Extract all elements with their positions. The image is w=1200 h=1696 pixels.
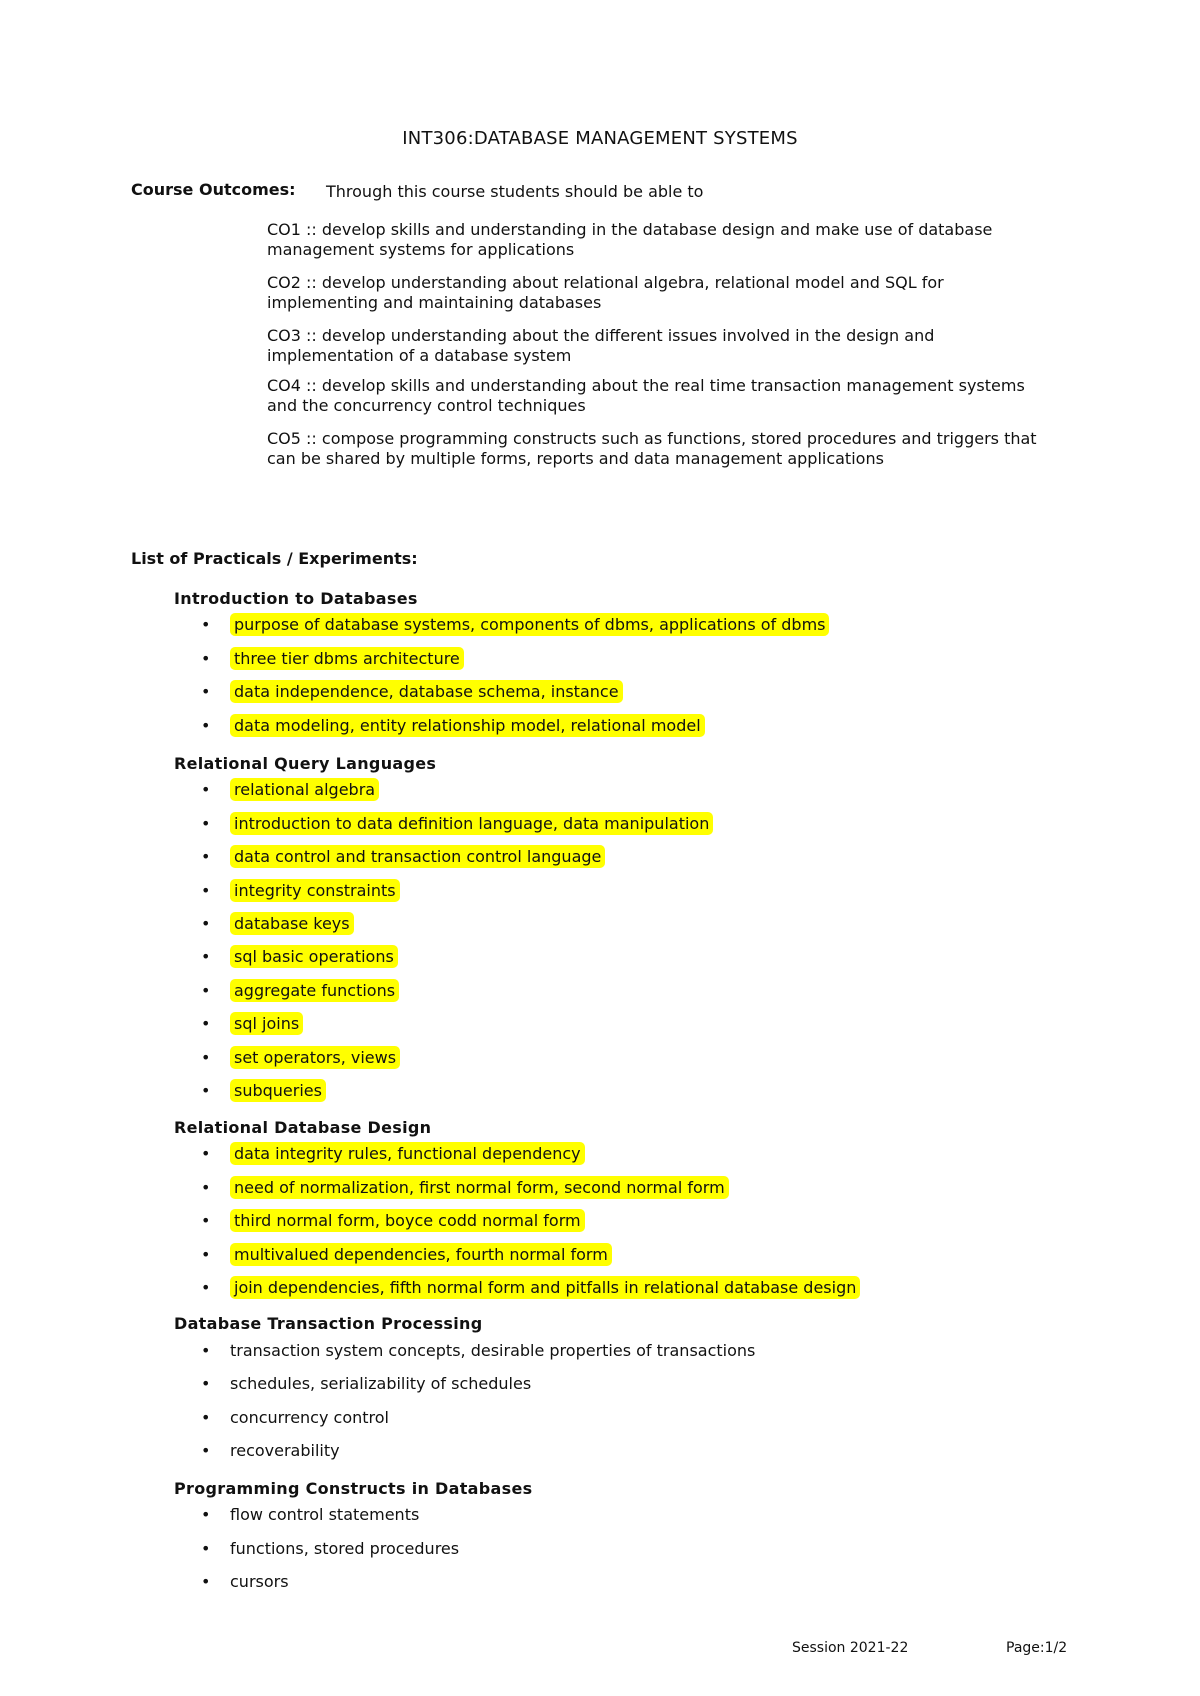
bullet: • [201, 716, 211, 735]
bullet: • [201, 914, 211, 933]
list-item: aggregate functions [230, 980, 399, 1002]
bullet: • [201, 649, 211, 668]
list-item: relational algebra [230, 779, 379, 801]
list-item: flow control statements [230, 1505, 420, 1524]
footer-session: Session 2021-22 [792, 1640, 909, 1656]
bullet: • [201, 881, 211, 900]
bullet: • [201, 1048, 211, 1067]
list-item: recoverability [230, 1441, 340, 1460]
list-item: data independence, database schema, instance [230, 681, 623, 703]
bullet: • [201, 1441, 211, 1460]
bullet: • [201, 1178, 211, 1197]
footer-page-number: Page:1/2 [1006, 1640, 1068, 1656]
course-outcome-co2: CO2 :: develop understanding about relational algebra, relational model and SQL for implementing and maintaining databases [267, 273, 944, 312]
list-item: transaction system concepts, desirable properties of transactions [230, 1341, 756, 1360]
list-item: third normal form, boyce codd normal form [230, 1210, 585, 1232]
list-item: set operators, views [230, 1047, 400, 1069]
list-item: data control and transaction control language [230, 846, 605, 868]
list-item: data modeling, entity relationship model, relational model [230, 715, 705, 737]
list-item: purpose of database systems, components of dbms, applications of dbms [230, 614, 829, 636]
bullet: • [201, 615, 211, 634]
bullet: • [201, 1278, 211, 1297]
section-title: Relational Query Languages [174, 754, 437, 773]
list-item: database keys [230, 913, 354, 935]
list-item: need of normalization, first normal form, second normal form [230, 1177, 729, 1199]
section-title: Introduction to Databases [174, 589, 418, 608]
list-item: concurrency control [230, 1408, 389, 1427]
list-item: sql basic operations [230, 946, 398, 968]
bullet: • [201, 1374, 211, 1393]
bullet: • [201, 1341, 211, 1360]
course-outcome-co5: CO5 :: compose programming constructs such as functions, stored procedures and triggers that can be shared by multiple forms, reports and data management applications [267, 429, 1037, 468]
course-outcomes-intro: Through this course students should be able to [326, 182, 704, 201]
bullet: • [201, 1245, 211, 1264]
list-item: subqueries [230, 1080, 326, 1102]
bullet: • [201, 847, 211, 866]
list-item: functions, stored procedures [230, 1539, 460, 1558]
bullet: • [201, 947, 211, 966]
section-title: Database Transaction Processing [174, 1314, 483, 1333]
bullet: • [201, 1505, 211, 1524]
list-item: integrity constraints [230, 880, 400, 902]
bullet: • [201, 1014, 211, 1033]
list-item: cursors [230, 1572, 289, 1591]
list-item: introduction to data definition language, data manipulation [230, 813, 713, 835]
list-item: sql joins [230, 1013, 303, 1035]
bullet: • [201, 814, 211, 833]
list-item: data integrity rules, functional dependency [230, 1143, 585, 1165]
bullet: • [201, 1144, 211, 1163]
bullet: • [201, 981, 211, 1000]
bullet: • [201, 682, 211, 701]
section-title: Relational Database Design [174, 1118, 432, 1137]
course-outcome-co3: CO3 :: develop understanding about the different issues involved in the design and implementation of a database system [267, 326, 935, 365]
bullet: • [201, 1211, 211, 1230]
bullet: • [201, 1539, 211, 1558]
course-outcome-co1: CO1 :: develop skills and understanding in the database design and make use of database management systems for applications [267, 220, 993, 259]
section-title: Programming Constructs in Databases [174, 1479, 533, 1498]
list-item: schedules, serializability of schedules [230, 1374, 532, 1393]
list-item: join dependencies, fifth normal form and pitfalls in relational database design [230, 1277, 860, 1299]
bullet: • [201, 1408, 211, 1427]
course-outcomes-label: Course Outcomes: [131, 180, 296, 199]
bullet: • [201, 1572, 211, 1591]
bullet: • [201, 1081, 211, 1100]
list-item: three tier dbms architecture [230, 648, 464, 670]
practicals-heading: List of Practicals / Experiments: [131, 549, 418, 568]
list-item: multivalued dependencies, fourth normal form [230, 1244, 612, 1266]
bullet: • [201, 780, 211, 799]
course-outcome-co4: CO4 :: develop skills and understanding about the real time transaction management systems and the concurrency control techniques [267, 376, 1025, 415]
document-title: INT306:DATABASE MANAGEMENT SYSTEMS [402, 128, 798, 149]
